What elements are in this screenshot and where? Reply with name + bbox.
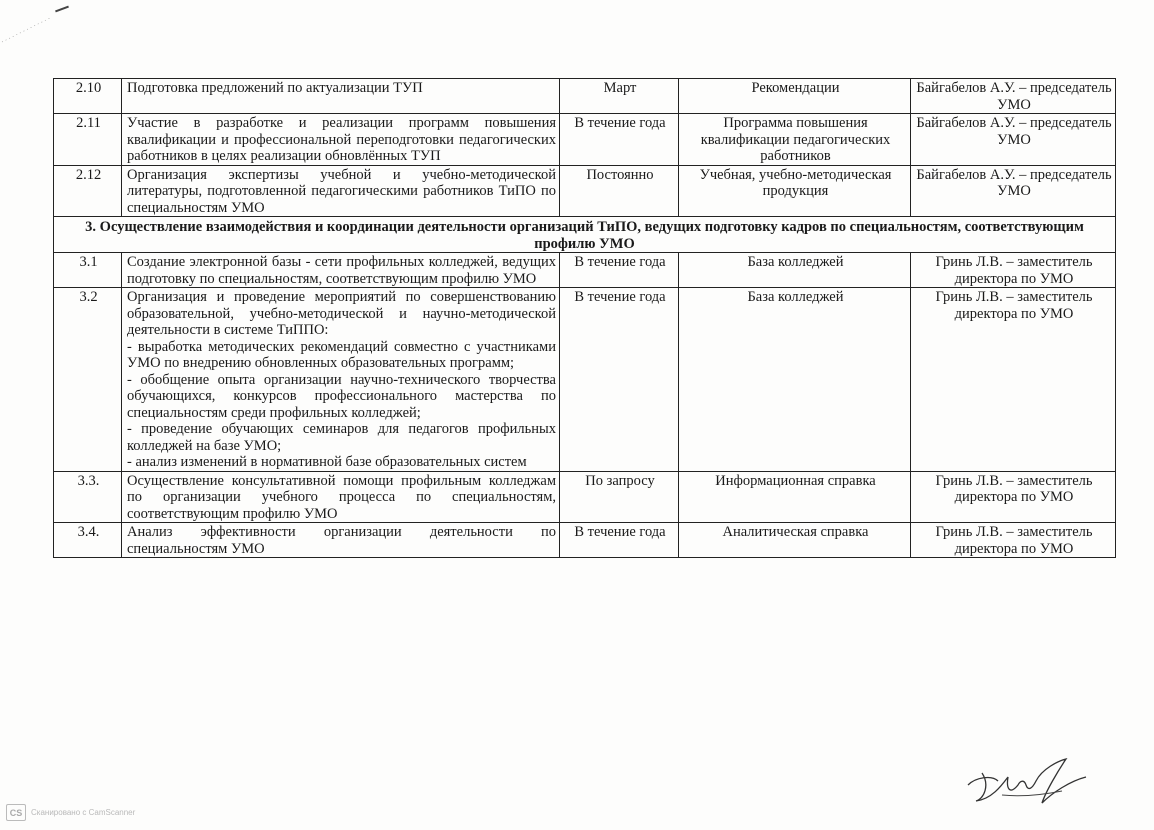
table-row: [54, 114, 1116, 166]
row-responsible: Гринь Л.В. – заместитель директора по УМО: [911, 288, 1116, 472]
description-line: - выработка методических рекомендаций совместно с участниками УМО по внедрению обновленных образовательных программ;: [127, 338, 556, 371]
row-number: 2.12: [54, 165, 122, 217]
description-line: Подготовка предложений по актуализации ТУП: [127, 80, 423, 96]
row-number: 3.1: [54, 253, 122, 288]
description-line: Анализ эффективности организации деятельности по специальностям УМО: [127, 524, 556, 557]
row-result: Учебная, учебно-методическая продукция: [679, 165, 911, 217]
row-number: 2.11: [54, 114, 122, 166]
description-line: - проведение обучающих семинаров для педагогов профильных колледжей на базе УМО;: [127, 421, 556, 454]
row-term: По запросу: [560, 471, 679, 523]
description-line: - обобщение опыта организации научно-технического творчества обучающихся, конкурсов профессионального мастерства по специальностям среди профильных колледжей;: [127, 371, 556, 421]
row-responsible: Гринь Л.В. – заместитель директора по УМО: [911, 523, 1116, 558]
row-description: [122, 288, 560, 472]
row-responsible: Гринь Л.В. – заместитель директора по УМО: [911, 471, 1116, 523]
table-row: [54, 523, 1116, 558]
row-responsible: Гринь Л.В. – заместитель директора по УМО: [911, 253, 1116, 288]
row-responsible: Байгабелов А.У. – председатель УМО: [911, 114, 1116, 166]
row-result: База колледжей: [679, 253, 911, 288]
row-term: Март: [560, 79, 679, 114]
description-line: Участие в разработке и реализации программ повышения квалификации и профессиональной переподготовки педагогических работников в целях реализации обновлённых ТУП: [127, 115, 556, 164]
table-body-top: [54, 79, 1116, 217]
row-description: [122, 79, 560, 114]
camscanner-logo-icon: CS: [6, 804, 26, 821]
scan-artifact: [55, 6, 69, 13]
table-row: [54, 79, 1116, 114]
description-line: Создание электронной базы - сети профильных колледжей, ведущих подготовку по специальностям, соответствующим профилю УМО: [127, 254, 556, 287]
table-row: [54, 288, 1116, 472]
section-3-title: 3. Осуществление взаимодействия и координации деятельности организаций ТиПО, ведущих подготовку кадров по специальностям, соответствующим профилю УМО: [54, 217, 1116, 253]
row-result: Рекомендации: [679, 79, 911, 114]
description-line: Организация экспертизы учебной и учебно-методической литературы, подготовленной педагогическими работников ТиПО по специальностям УМО: [127, 166, 556, 216]
row-description: [122, 471, 560, 523]
row-number: 3.4.: [54, 523, 122, 558]
description-line: Осуществление консультативной помощи профильным колледжам по организации учебного процесса по специальностям, соответствующим профилю УМО: [127, 472, 556, 522]
description-line: - анализ изменений в нормативной базе образовательных систем: [127, 454, 527, 470]
section-3-header: [54, 217, 1116, 253]
row-description: [122, 114, 560, 166]
row-responsible: Байгабелов А.У. – председатель УМО: [911, 79, 1116, 114]
row-result: База колледжей: [679, 288, 911, 472]
row-description: [122, 165, 560, 217]
row-number: 3.3.: [54, 471, 122, 523]
table-row: [54, 471, 1116, 523]
row-number: 3.2: [54, 288, 122, 472]
row-number: 2.10: [54, 79, 122, 114]
row-term: В течение года: [560, 523, 679, 558]
description-line: Организация и проведение мероприятий по совершенствованию образовательной, учебно-методической и научно-методической деятельности в системе ТиППО:: [127, 289, 556, 338]
section-header-body: [54, 217, 1116, 253]
row-description: [122, 523, 560, 558]
row-result: Программа повышения квалификации педагогических работников: [679, 114, 911, 166]
table-body-bottom: [54, 253, 1116, 558]
signature: [962, 755, 1092, 810]
row-term: В течение года: [560, 288, 679, 472]
row-term: В течение года: [560, 114, 679, 166]
row-description: [122, 253, 560, 288]
scan-artifact-dots: [0, 14, 60, 44]
row-result: Аналитическая справка: [679, 523, 911, 558]
row-term: Постоянно: [560, 165, 679, 217]
work-plan-table: [53, 78, 1116, 558]
row-responsible: Байгабелов А.У. – председатель УМО: [911, 165, 1116, 217]
scanner-watermark: [6, 804, 135, 821]
table-row: [54, 165, 1116, 217]
table-row: [54, 253, 1116, 288]
row-result: Информационная справка: [679, 471, 911, 523]
scanner-text: Сканировано с CamScanner: [31, 808, 136, 817]
row-term: В течение года: [560, 253, 679, 288]
